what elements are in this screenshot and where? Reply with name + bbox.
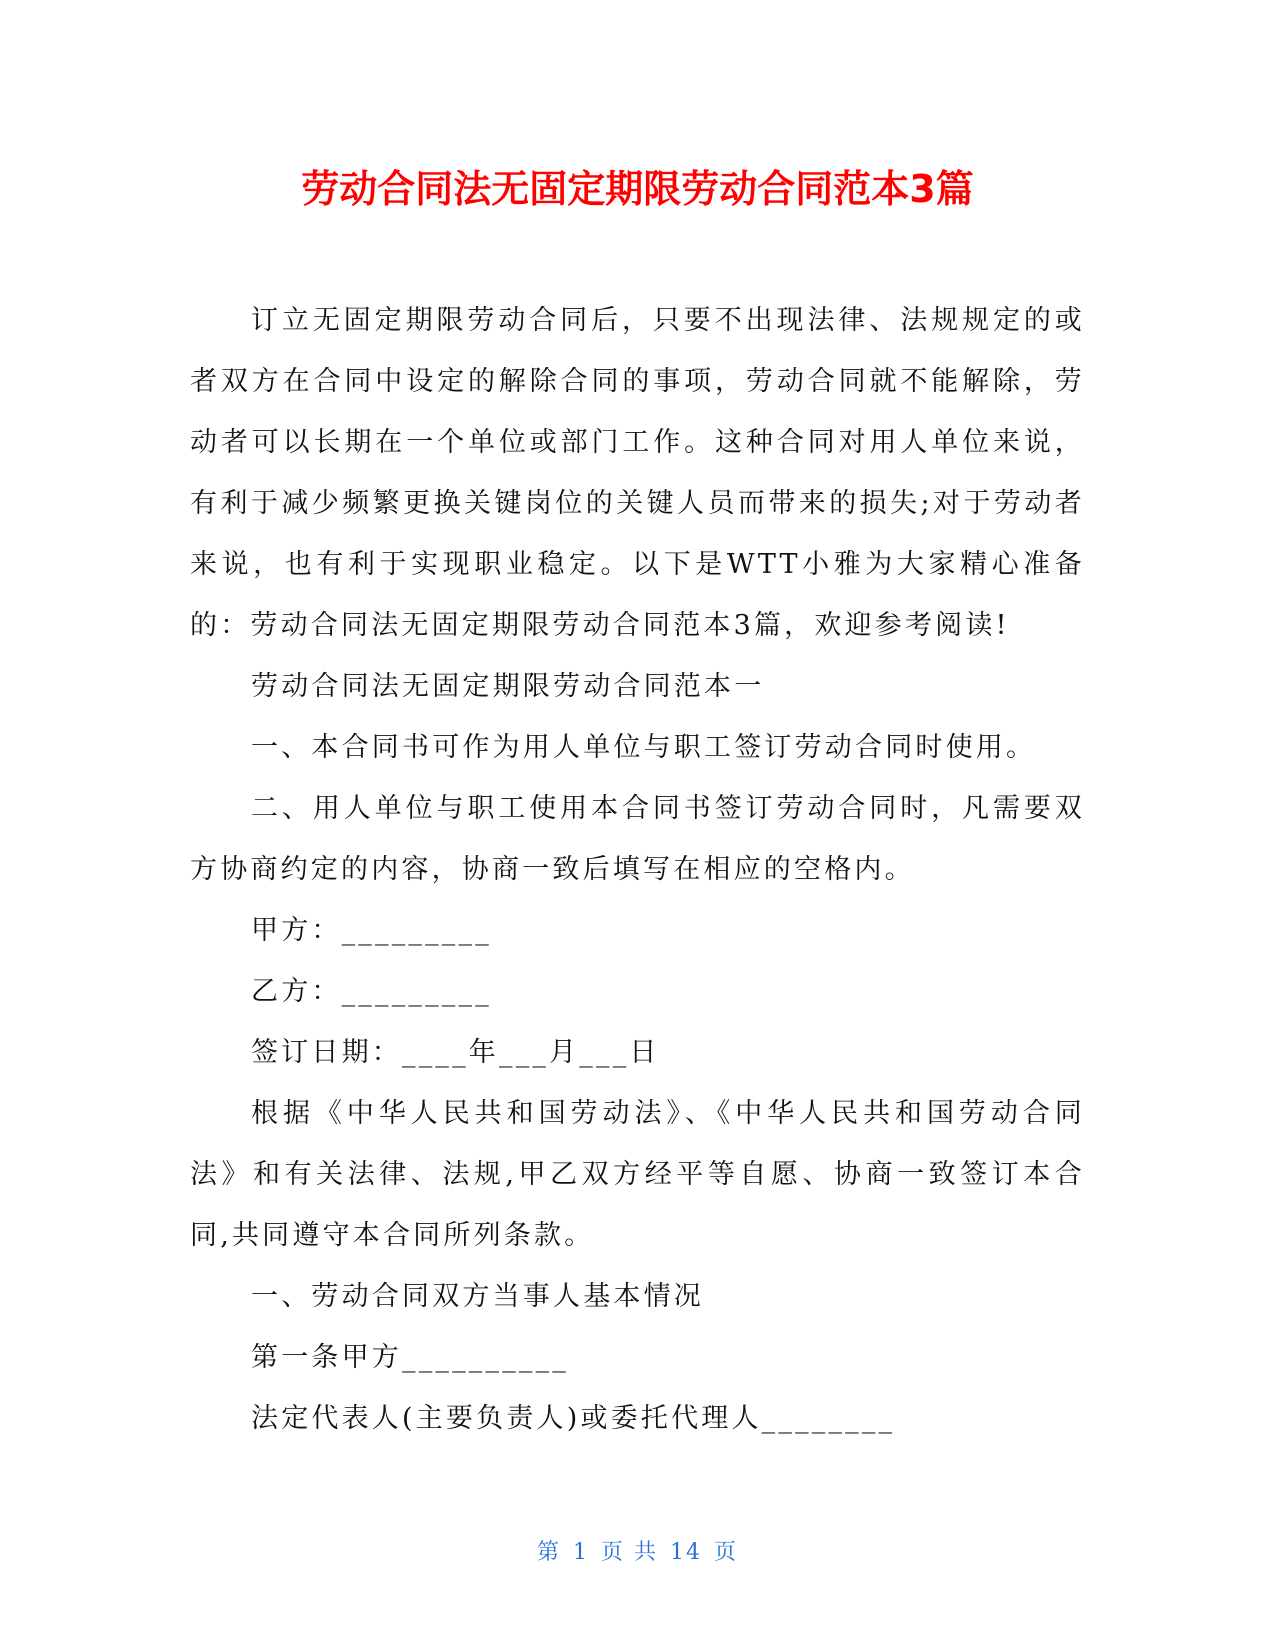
section-heading: 一、劳动合同双方当事人基本情况 xyxy=(251,1281,704,1312)
footer-suffix: 页 xyxy=(714,1540,739,1565)
page-footer xyxy=(0,1535,1275,1566)
total-pages: 14 xyxy=(670,1540,702,1565)
document-title: 劳动合同法无固定期限劳动合同范本3篇 xyxy=(301,167,974,211)
paragraph: 一、本合同书可作为用人单位与职工签订劳动合同时使用。 xyxy=(251,732,1037,763)
intro-paragraph: 订立无固定期限劳动合同后，只要不出现法律、法规规定的或者双方在合同中设定的解除合同的事项，劳动合同就不能解除，劳动者可以长期在一个单位或部门工作。这种合同对用人单位来说，有利于减少频繁更换关键岗位的关键人员而带来的损失;对于劳动者来说，也有利于实现职业稳定。以下是WTT小雅为大家精心准备的：劳动合同法无固定期限劳动合同范本3篇，欢迎参考阅读! xyxy=(190,305,1085,641)
page-number: 1 xyxy=(573,1540,589,1565)
paragraph: 根据《中华人民共和国劳动法》、《中华人民共和国劳动合同法》和有关法律、法规,甲乙双方经平等自愿、协商一致签订本合同,共同遵守本合同所列条款。 xyxy=(190,1098,1085,1251)
clause-line: 第一条甲方__________ xyxy=(251,1342,569,1373)
party-b-line: 乙方：_________ xyxy=(251,976,492,1007)
document-body xyxy=(190,290,1085,1449)
party-a-line: 甲方：_________ xyxy=(251,915,492,946)
footer-prefix: 第 xyxy=(536,1540,561,1565)
footer-mid: 页 共 xyxy=(601,1540,658,1565)
signing-date-line: 签订日期：____年___月___日 xyxy=(251,1037,660,1068)
paragraph: 二、用人单位与职工使用本合同书签订劳动合同时，凡需要双方协商约定的内容，协商一致后填写在相应的空格内。 xyxy=(190,793,1085,885)
clause-line: 法定代表人(主要负责人)或委托代理人________ xyxy=(251,1403,896,1434)
section-heading: 劳动合同法无固定期限劳动合同范本一 xyxy=(251,671,765,702)
